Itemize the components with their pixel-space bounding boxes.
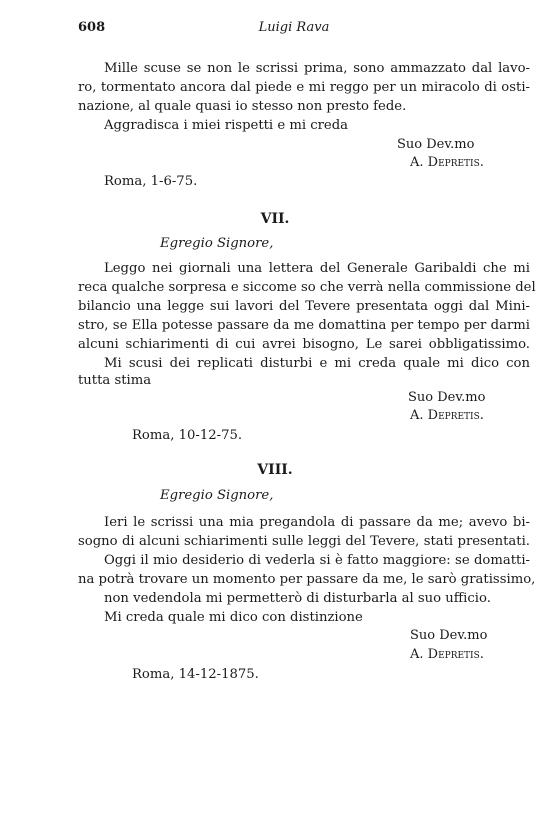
text-line: Ieri le scrissi una mia pregandola di passare da me; avevo bi-: [104, 515, 530, 530]
text-line: bilancio una legge sui lavori del Tevere presentata oggi dal Mini-: [78, 299, 530, 314]
text-line: reca qualche sorpresa e siccome so che verrà nella commissione del: [78, 280, 536, 295]
text-line: ro, tormentato ancora dal piede e mi reggo per un miracolo di osti-: [78, 80, 530, 95]
text-line: Mi scusi dei replicati disturbi e mi creda quale mi dico con: [104, 356, 530, 371]
closing: Suo Dev.mo: [397, 137, 475, 152]
text-line: sogno di alcuni schiarimenti sulle leggi del Tevere, stati presentati.: [78, 534, 530, 549]
signature: A. Depretis.: [410, 408, 484, 423]
running-title: Luigi Rava: [258, 20, 330, 35]
text-line: Mi creda quale mi dico con distinzione: [104, 610, 363, 625]
page-number: 608: [78, 20, 106, 35]
letter-numeral: VII.: [260, 211, 290, 227]
text-line: na potrà trovare un momento per passare da me, le sarò gratissimo,: [78, 572, 536, 587]
salutation: Egregio Signore,: [160, 488, 274, 503]
text-line: non vedendola mi permetterò di disturbarla al suo ufficio.: [104, 591, 491, 606]
text-line: tutta stima: [78, 373, 152, 388]
text-line: alcuni schiarimenti di cui avrei bisogno, Le sarei obbligatissimo.: [78, 337, 530, 352]
letter-date: Roma, 1-6-75.: [104, 174, 198, 189]
text-line: nazione, al quale quasi io stesso non presto fede.: [78, 99, 407, 114]
signature: A. Depretis.: [410, 647, 484, 662]
closing: Suo Dev.mo: [408, 390, 486, 405]
letter-numeral: VIII.: [257, 462, 293, 478]
text-line: Aggradisca i miei rispetti e mi creda: [104, 118, 349, 133]
page-header: [78, 20, 510, 40]
letter-date: Roma, 14-12-1875.: [132, 667, 259, 682]
closing: Suo Dev.mo: [410, 628, 488, 643]
signature: A. Depretis.: [410, 155, 484, 170]
salutation: Egregio Signore,: [160, 236, 274, 251]
text-line: Oggi il mio desiderio di vederla si è fatto maggiore: se domatti-: [104, 553, 530, 568]
text-line: stro, se Ella potesse passare da me domattina per tempo per darmi: [78, 318, 530, 333]
text-line: Leggo nei giornali una lettera del Generale Garibaldi che mi: [104, 261, 530, 276]
letter-date: Roma, 10-12-75.: [132, 428, 243, 443]
text-line: Mille scuse se non le scrissi prima, sono ammazzato dal lavo-: [104, 61, 530, 76]
